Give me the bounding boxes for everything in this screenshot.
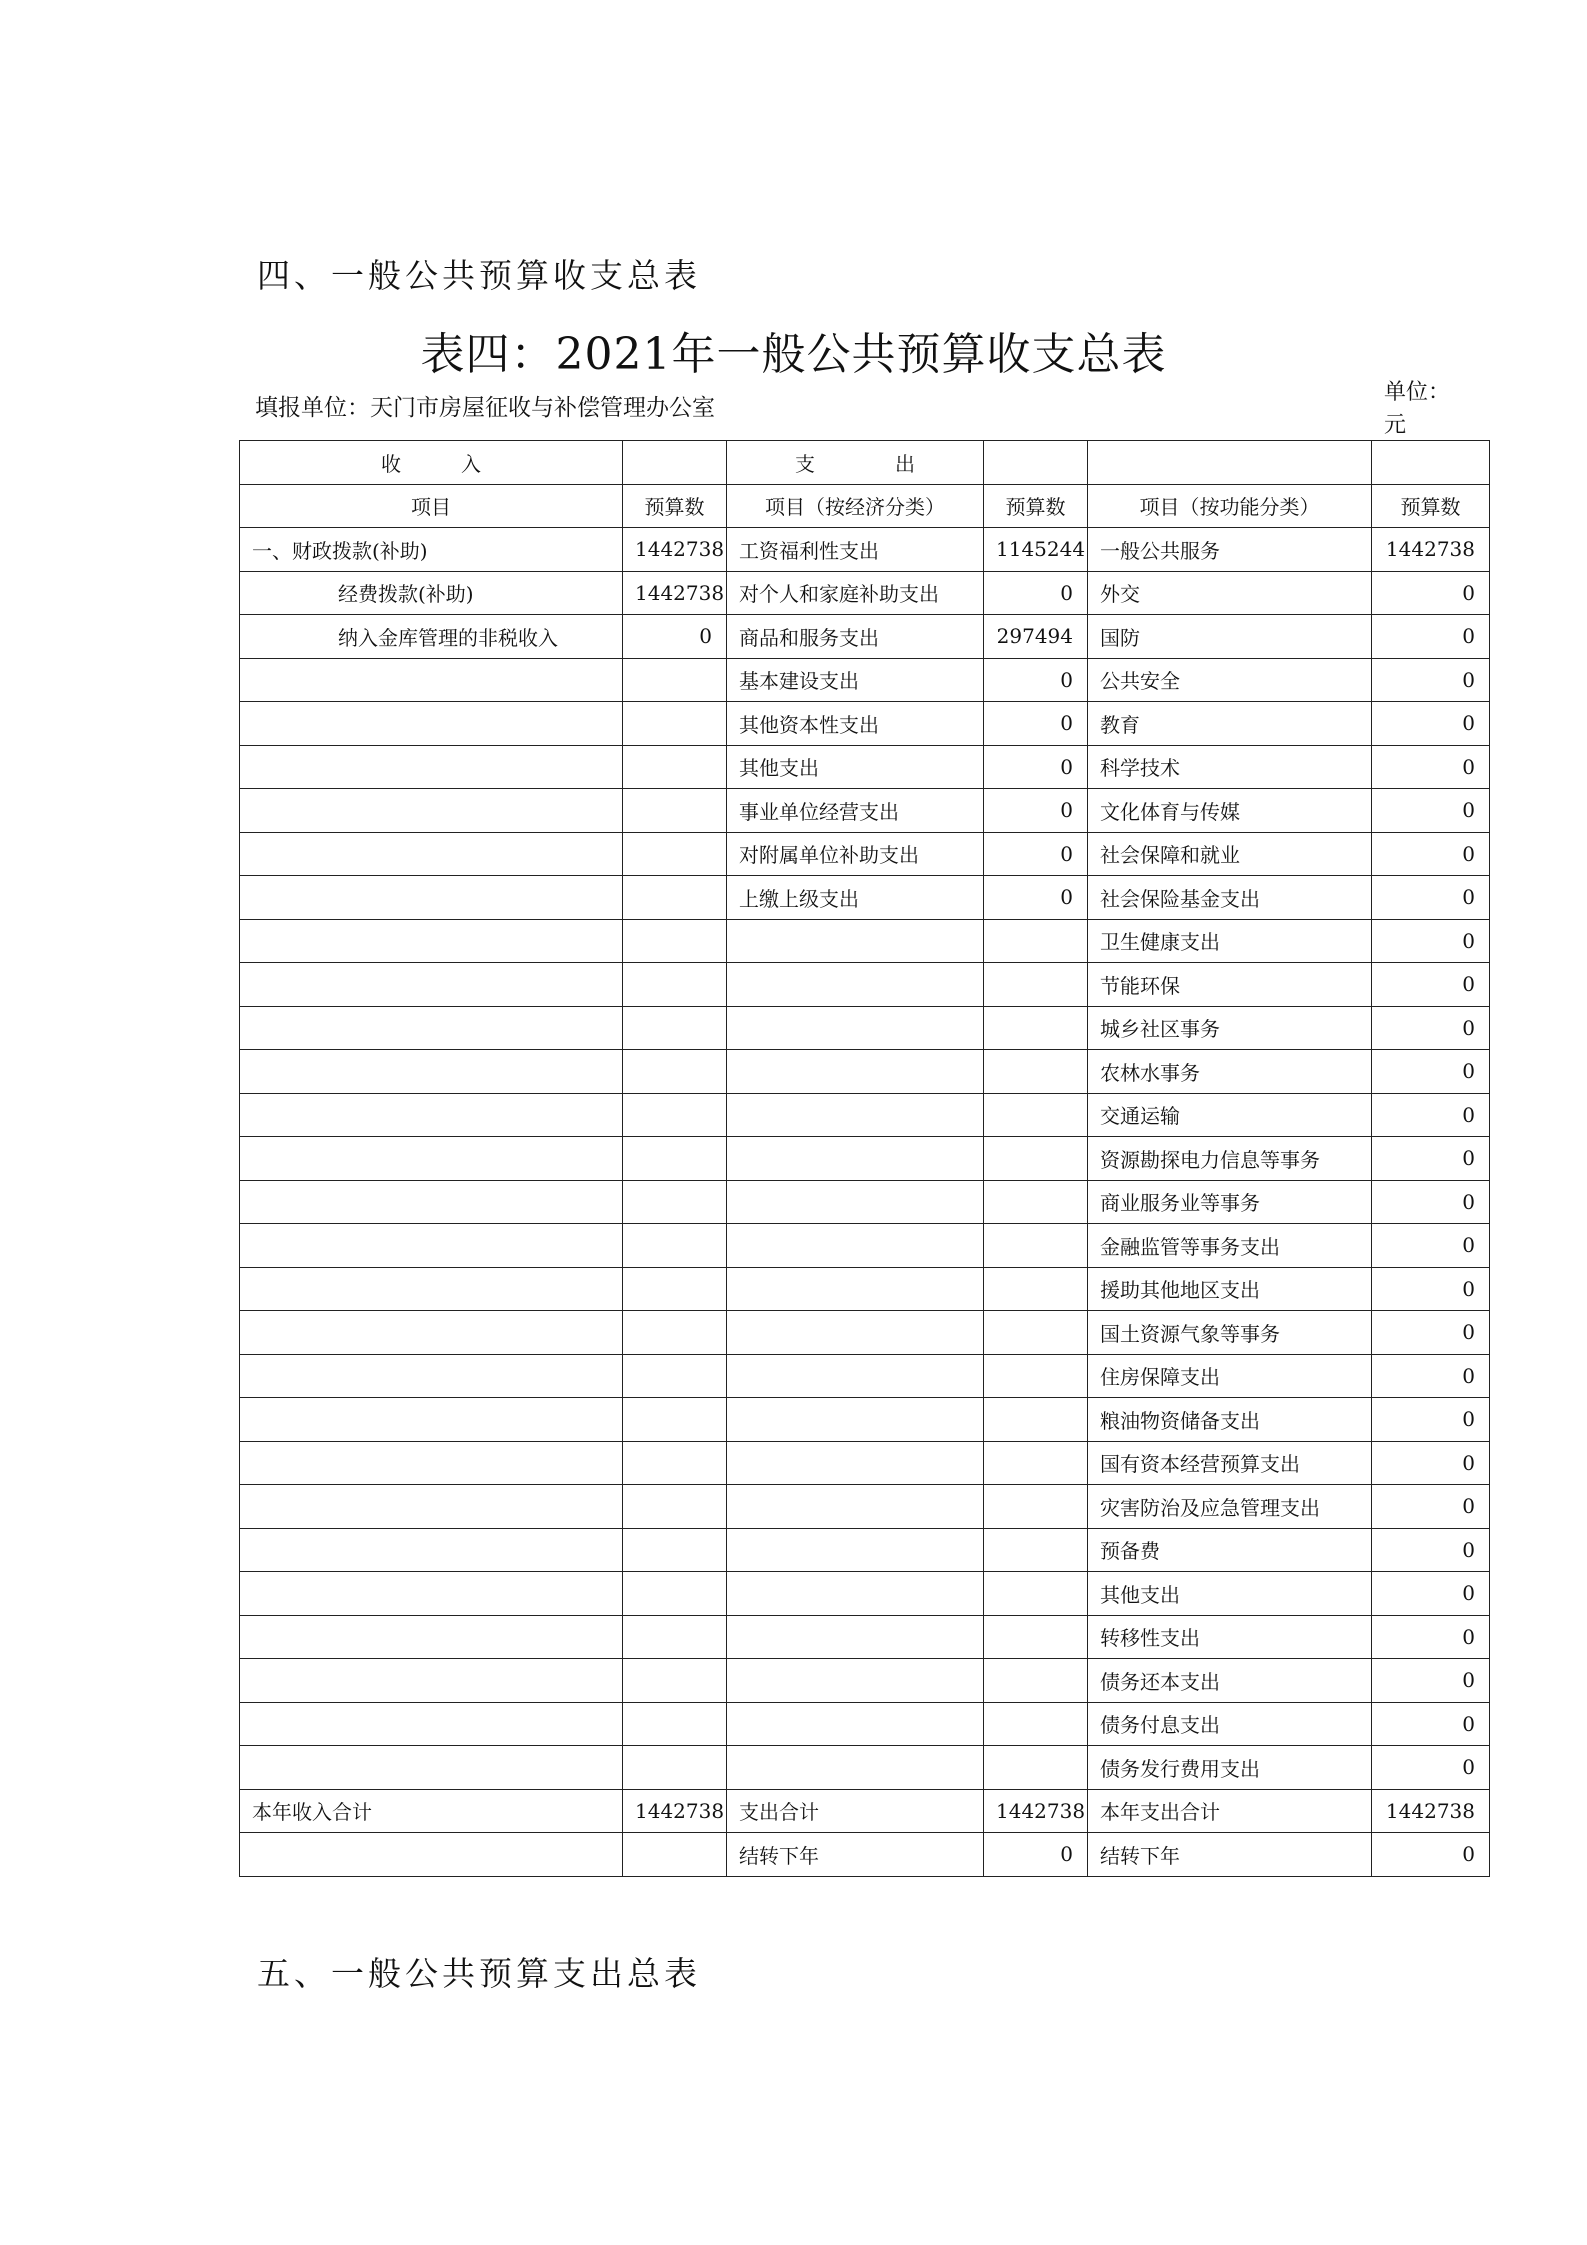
empty-cell xyxy=(984,1093,1088,1137)
empty-cell xyxy=(727,1746,984,1790)
empty-cell xyxy=(623,1702,727,1746)
empty-cell xyxy=(240,1093,623,1137)
empty-cell xyxy=(727,1485,984,1529)
table-row xyxy=(240,963,1490,1007)
income-total-label: 本年收入合计 xyxy=(240,1789,623,1833)
empty-cell xyxy=(240,1528,623,1572)
empty-cell xyxy=(623,1180,727,1224)
empty-cell xyxy=(984,1485,1088,1529)
table-row xyxy=(240,658,1490,702)
econ-item: 商品和服务支出 xyxy=(727,615,984,659)
empty-cell xyxy=(727,1311,984,1355)
empty-cell xyxy=(623,1354,727,1398)
econ-total-label: 支出合计 xyxy=(727,1789,984,1833)
func-item: 住房保障支出 xyxy=(1088,1354,1372,1398)
econ-item: 事业单位经营支出 xyxy=(727,789,984,833)
section-heading-4: 四、一般公共预算收支总表 xyxy=(257,256,701,295)
table-row xyxy=(240,1137,1490,1181)
empty-cell xyxy=(623,1137,727,1181)
empty-cell xyxy=(727,1093,984,1137)
empty-cell xyxy=(727,1572,984,1616)
empty-cell xyxy=(984,1615,1088,1659)
table-row xyxy=(240,832,1490,876)
empty-cell xyxy=(240,1615,623,1659)
func-item: 债务还本支出 xyxy=(1088,1659,1372,1703)
func-item: 农林水事务 xyxy=(1088,1050,1372,1094)
func-amount: 0 xyxy=(1372,1572,1490,1616)
func-amount: 0 xyxy=(1372,1702,1490,1746)
empty-cell xyxy=(984,441,1088,485)
table-row xyxy=(240,1659,1490,1703)
col-header-econ-item: 项目（按经济分类） xyxy=(727,484,984,528)
table-row xyxy=(240,1485,1490,1529)
func-item: 一般公共服务 xyxy=(1088,528,1372,572)
empty-cell xyxy=(623,1006,727,1050)
totals-row xyxy=(240,1789,1490,1833)
empty-cell xyxy=(984,1528,1088,1572)
econ-item: 其他资本性支出 xyxy=(727,702,984,746)
table-row xyxy=(240,1180,1490,1224)
group-header-row xyxy=(240,441,1490,485)
econ-carryover-label: 结转下年 xyxy=(727,1833,984,1877)
func-item: 债务付息支出 xyxy=(1088,1702,1372,1746)
func-amount: 0 xyxy=(1372,1180,1490,1224)
func-item: 城乡社区事务 xyxy=(1088,1006,1372,1050)
func-item: 卫生健康支出 xyxy=(1088,919,1372,963)
func-item: 其他支出 xyxy=(1088,1572,1372,1616)
empty-cell xyxy=(240,1224,623,1268)
func-item: 债务发行费用支出 xyxy=(1088,1746,1372,1790)
table-row xyxy=(240,571,1490,615)
func-item: 转移性支出 xyxy=(1088,1615,1372,1659)
col-header-func-amount: 预算数 xyxy=(1372,484,1490,528)
empty-cell xyxy=(623,1485,727,1529)
func-amount: 0 xyxy=(1372,1746,1490,1790)
income-amount: 1442738 xyxy=(623,528,727,572)
empty-cell xyxy=(623,702,727,746)
table-row xyxy=(240,1441,1490,1485)
func-item: 社会保障和就业 xyxy=(1088,832,1372,876)
empty-cell xyxy=(984,1267,1088,1311)
col-header-income-amount: 预算数 xyxy=(623,484,727,528)
func-amount: 0 xyxy=(1372,1137,1490,1181)
empty-cell xyxy=(727,963,984,1007)
econ-item: 其他支出 xyxy=(727,745,984,789)
table-row xyxy=(240,528,1490,572)
empty-cell xyxy=(984,919,1088,963)
func-amount: 0 xyxy=(1372,658,1490,702)
econ-item: 对个人和家庭补助支出 xyxy=(727,571,984,615)
econ-item: 基本建设支出 xyxy=(727,658,984,702)
income-amount: 1442738 xyxy=(623,571,727,615)
col-header-econ-amount: 预算数 xyxy=(984,484,1088,528)
table-row xyxy=(240,745,1490,789)
empty-cell xyxy=(240,1441,623,1485)
empty-cell xyxy=(623,1441,727,1485)
col-header-income-item: 项目 xyxy=(240,484,623,528)
empty-cell xyxy=(240,658,623,702)
table-row xyxy=(240,876,1490,920)
func-amount: 0 xyxy=(1372,1006,1490,1050)
empty-cell xyxy=(984,963,1088,1007)
econ-total-amount: 1442738 xyxy=(984,1789,1088,1833)
func-item: 外交 xyxy=(1088,571,1372,615)
func-amount: 0 xyxy=(1372,963,1490,1007)
econ-amount: 297494 xyxy=(984,615,1088,659)
section-heading-5: 五、一般公共预算支出总表 xyxy=(257,1954,701,1993)
empty-cell xyxy=(623,1746,727,1790)
econ-amount: 0 xyxy=(984,658,1088,702)
func-item: 粮油物资储备支出 xyxy=(1088,1398,1372,1442)
unit-label-line-1: 单位： xyxy=(1384,380,1451,405)
func-amount: 0 xyxy=(1372,1528,1490,1572)
func-carryover-label: 结转下年 xyxy=(1088,1833,1372,1877)
table-row xyxy=(240,1311,1490,1355)
empty-cell xyxy=(623,1528,727,1572)
table-row xyxy=(240,1006,1490,1050)
empty-cell xyxy=(623,1572,727,1616)
empty-cell xyxy=(623,789,727,833)
func-item: 节能环保 xyxy=(1088,963,1372,1007)
table-title: 表四：2021年一般公共预算收支总表 xyxy=(420,329,1167,380)
func-item: 资源勘探电力信息等事务 xyxy=(1088,1137,1372,1181)
func-total-label: 本年支出合计 xyxy=(1088,1789,1372,1833)
econ-item: 上缴上级支出 xyxy=(727,876,984,920)
empty-cell xyxy=(984,1702,1088,1746)
unit-label xyxy=(1384,376,1450,442)
econ-item: 工资福利性支出 xyxy=(727,528,984,572)
econ-item: 对附属单位补助支出 xyxy=(727,832,984,876)
econ-carryover-amount: 0 xyxy=(984,1833,1088,1877)
empty-cell xyxy=(240,1267,623,1311)
empty-cell xyxy=(240,1702,623,1746)
empty-cell xyxy=(240,702,623,746)
empty-cell xyxy=(623,963,727,1007)
func-amount: 0 xyxy=(1372,1050,1490,1094)
func-amount: 0 xyxy=(1372,1354,1490,1398)
empty-cell xyxy=(727,1398,984,1442)
income-total-amount: 1442738 xyxy=(623,1789,727,1833)
empty-cell xyxy=(240,789,623,833)
empty-cell xyxy=(727,1702,984,1746)
func-item: 商业服务业等事务 xyxy=(1088,1180,1372,1224)
unit-label-line-2: 元 xyxy=(1384,413,1407,438)
table-row xyxy=(240,1528,1490,1572)
table-row xyxy=(240,789,1490,833)
func-amount: 0 xyxy=(1372,1093,1490,1137)
func-amount: 1442738 xyxy=(1372,528,1490,572)
empty-cell xyxy=(727,1224,984,1268)
empty-cell xyxy=(240,1485,623,1529)
func-item: 国有资本经营预算支出 xyxy=(1088,1441,1372,1485)
empty-cell xyxy=(623,441,727,485)
func-item: 国防 xyxy=(1088,615,1372,659)
func-amount: 0 xyxy=(1372,876,1490,920)
func-amount: 0 xyxy=(1372,1311,1490,1355)
empty-cell xyxy=(984,1659,1088,1703)
func-amount: 0 xyxy=(1372,702,1490,746)
empty-cell xyxy=(240,876,623,920)
func-amount: 0 xyxy=(1372,789,1490,833)
econ-amount: 0 xyxy=(984,745,1088,789)
table-row xyxy=(240,1572,1490,1616)
func-amount: 0 xyxy=(1372,1398,1490,1442)
empty-cell xyxy=(623,1311,727,1355)
empty-cell xyxy=(727,1528,984,1572)
empty-cell xyxy=(727,1180,984,1224)
empty-cell xyxy=(623,1267,727,1311)
table-row xyxy=(240,1267,1490,1311)
empty-cell xyxy=(240,832,623,876)
empty-cell xyxy=(623,876,727,920)
func-amount: 0 xyxy=(1372,1659,1490,1703)
income-item: 一、财政拨款(补助) xyxy=(240,528,623,572)
func-item: 科学技术 xyxy=(1088,745,1372,789)
table-row xyxy=(240,1224,1490,1268)
empty-cell xyxy=(984,1050,1088,1094)
empty-cell xyxy=(1372,441,1490,485)
empty-cell xyxy=(727,1615,984,1659)
empty-cell xyxy=(984,1137,1088,1181)
empty-cell xyxy=(727,1137,984,1181)
econ-amount: 0 xyxy=(984,702,1088,746)
empty-cell xyxy=(240,1746,623,1790)
empty-cell xyxy=(240,1311,623,1355)
carryover-row xyxy=(240,1833,1490,1877)
income-amount: 0 xyxy=(623,615,727,659)
empty-cell xyxy=(1088,441,1372,485)
empty-cell xyxy=(240,1180,623,1224)
func-item: 社会保险基金支出 xyxy=(1088,876,1372,920)
table-row xyxy=(240,1615,1490,1659)
func-carryover-amount: 0 xyxy=(1372,1833,1490,1877)
empty-cell xyxy=(984,1006,1088,1050)
empty-cell xyxy=(240,919,623,963)
empty-cell xyxy=(240,1833,623,1877)
empty-cell xyxy=(240,1659,623,1703)
income-group-header: 收 入 xyxy=(240,441,623,485)
empty-cell xyxy=(240,1354,623,1398)
econ-amount: 0 xyxy=(984,789,1088,833)
empty-cell xyxy=(984,1180,1088,1224)
budget-summary-table xyxy=(239,440,1490,1877)
table-row xyxy=(240,702,1490,746)
econ-amount: 1145244 xyxy=(984,528,1088,572)
func-item: 公共安全 xyxy=(1088,658,1372,702)
empty-cell xyxy=(240,963,623,1007)
empty-cell xyxy=(240,1572,623,1616)
expense-group-header: 支 出 xyxy=(727,441,984,485)
empty-cell xyxy=(984,1398,1088,1442)
empty-cell xyxy=(984,1746,1088,1790)
empty-cell xyxy=(727,1354,984,1398)
func-amount: 0 xyxy=(1372,832,1490,876)
econ-amount: 0 xyxy=(984,571,1088,615)
empty-cell xyxy=(623,1050,727,1094)
func-item: 灾害防治及应急管理支出 xyxy=(1088,1485,1372,1529)
func-item: 预备费 xyxy=(1088,1528,1372,1572)
empty-cell xyxy=(623,1093,727,1137)
empty-cell xyxy=(623,745,727,789)
func-amount: 0 xyxy=(1372,1224,1490,1268)
empty-cell xyxy=(984,1354,1088,1398)
empty-cell xyxy=(623,919,727,963)
func-amount: 0 xyxy=(1372,1485,1490,1529)
empty-cell xyxy=(727,1050,984,1094)
table-row xyxy=(240,919,1490,963)
income-item: 经费拨款(补助) xyxy=(240,571,623,615)
empty-cell xyxy=(727,1659,984,1703)
empty-cell xyxy=(623,1833,727,1877)
empty-cell xyxy=(984,1572,1088,1616)
func-amount: 0 xyxy=(1372,1267,1490,1311)
empty-cell xyxy=(623,1615,727,1659)
empty-cell xyxy=(240,745,623,789)
table-row xyxy=(240,1702,1490,1746)
func-item: 国土资源气象等事务 xyxy=(1088,1311,1372,1355)
column-header-row xyxy=(240,484,1490,528)
empty-cell xyxy=(984,1224,1088,1268)
func-item: 教育 xyxy=(1088,702,1372,746)
table-row xyxy=(240,1354,1490,1398)
empty-cell xyxy=(727,1006,984,1050)
func-total-amount: 1442738 xyxy=(1372,1789,1490,1833)
table-row xyxy=(240,615,1490,659)
func-amount: 0 xyxy=(1372,1441,1490,1485)
empty-cell xyxy=(984,1441,1088,1485)
func-item: 金融监管等事务支出 xyxy=(1088,1224,1372,1268)
func-item: 交通运输 xyxy=(1088,1093,1372,1137)
econ-amount: 0 xyxy=(984,876,1088,920)
empty-cell xyxy=(240,1398,623,1442)
income-item: 纳入金库管理的非税收入 xyxy=(240,615,623,659)
empty-cell xyxy=(240,1006,623,1050)
empty-cell xyxy=(727,1441,984,1485)
empty-cell xyxy=(727,1267,984,1311)
table-row xyxy=(240,1398,1490,1442)
func-amount: 0 xyxy=(1372,1615,1490,1659)
func-amount: 0 xyxy=(1372,919,1490,963)
empty-cell xyxy=(240,1050,623,1094)
econ-amount: 0 xyxy=(984,832,1088,876)
empty-cell xyxy=(623,1659,727,1703)
empty-cell xyxy=(623,1398,727,1442)
func-amount: 0 xyxy=(1372,571,1490,615)
empty-cell xyxy=(623,658,727,702)
empty-cell xyxy=(623,832,727,876)
filler-unit: 填报单位：天门市房屋征收与补偿管理办公室 xyxy=(255,395,715,421)
empty-cell xyxy=(727,919,984,963)
table-row xyxy=(240,1746,1490,1790)
empty-cell xyxy=(984,1311,1088,1355)
func-item: 援助其他地区支出 xyxy=(1088,1267,1372,1311)
table-row xyxy=(240,1093,1490,1137)
col-header-func-item: 项目（按功能分类） xyxy=(1088,484,1372,528)
func-amount: 0 xyxy=(1372,615,1490,659)
empty-cell xyxy=(240,1137,623,1181)
empty-cell xyxy=(623,1224,727,1268)
func-amount: 0 xyxy=(1372,745,1490,789)
table-row xyxy=(240,1050,1490,1094)
func-item: 文化体育与传媒 xyxy=(1088,789,1372,833)
